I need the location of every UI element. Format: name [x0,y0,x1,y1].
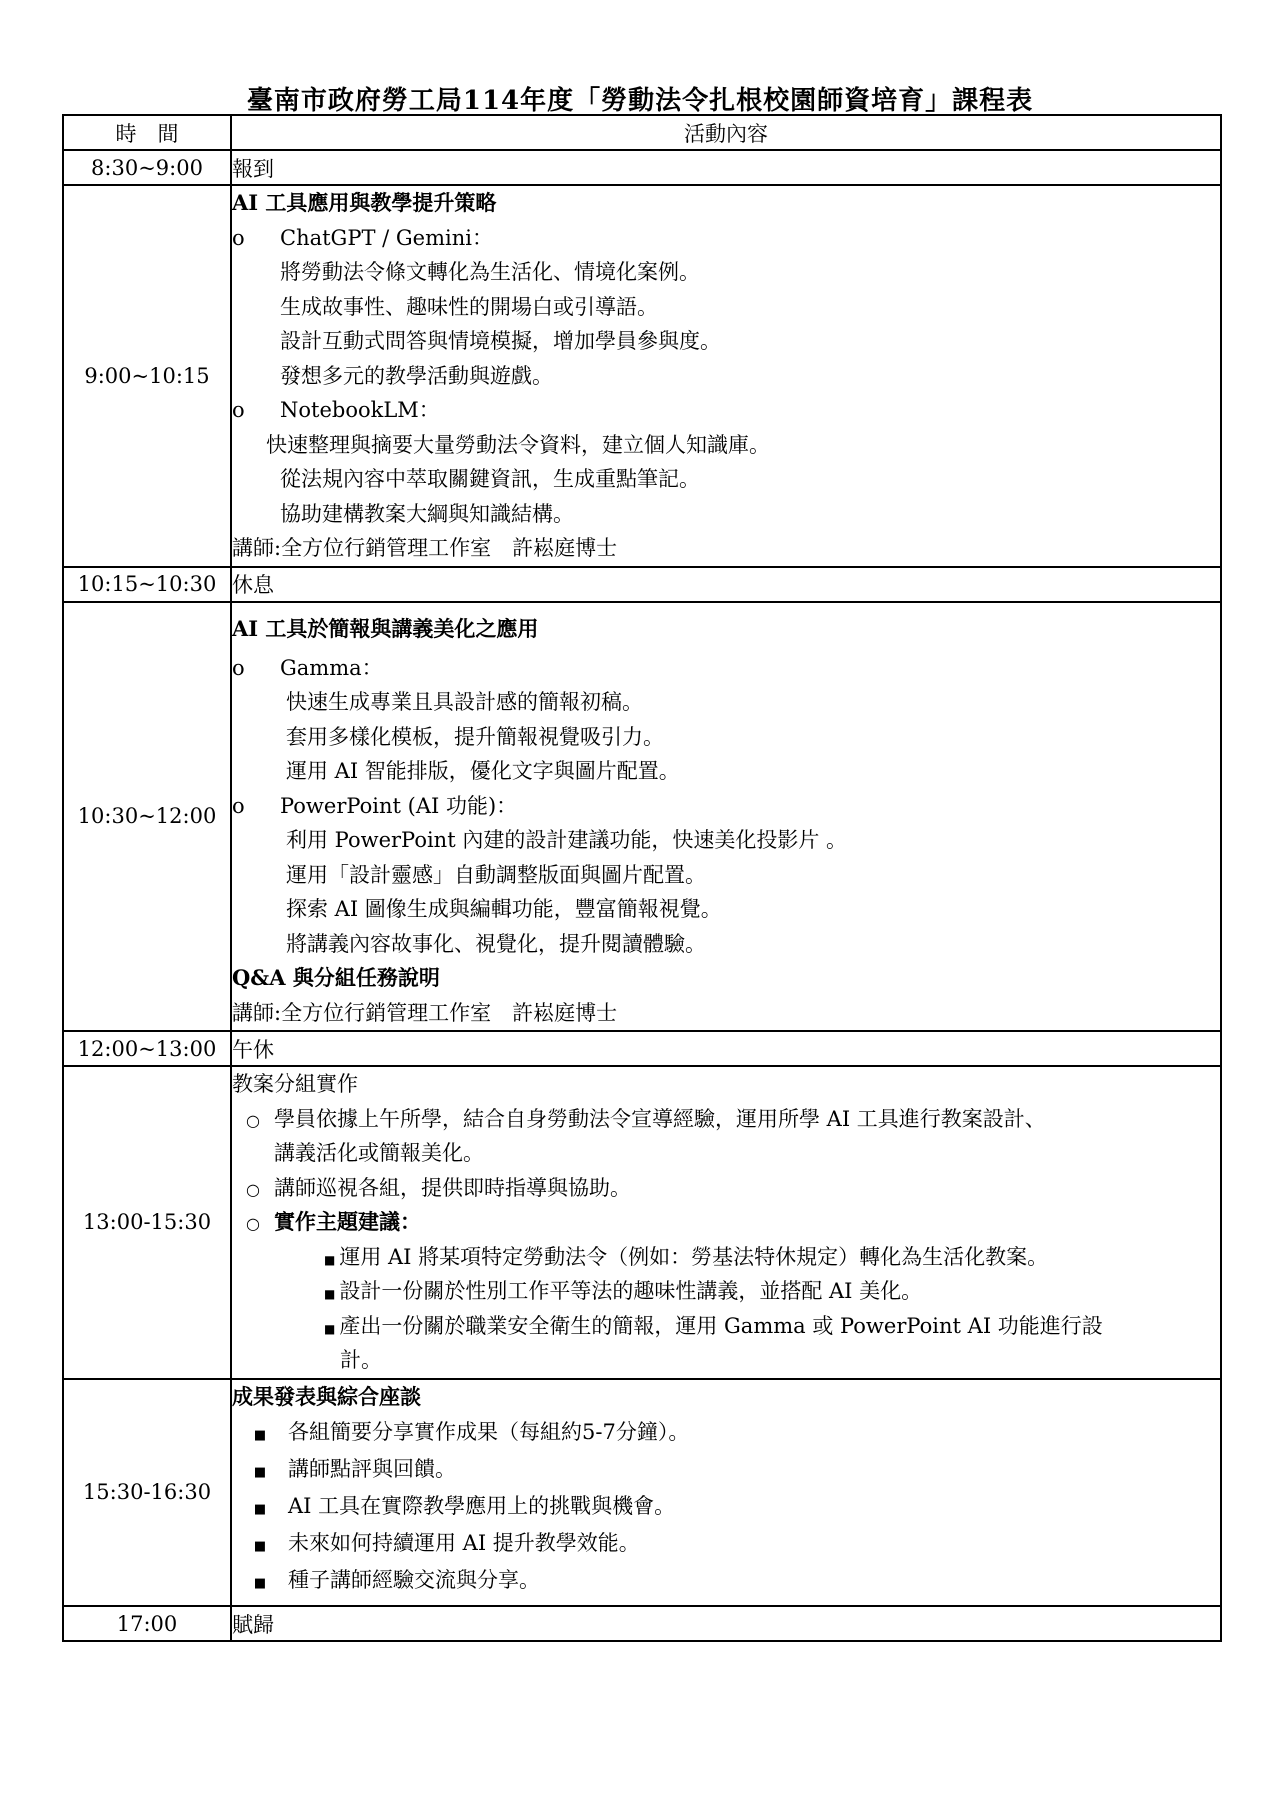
list-item: ■ 各組簡要分享實作成果（每組約5-7分鐘）。 [232,1414,1220,1451]
list-item: 運用「設計靈感」自動調整版面與圖片配置。 [286,862,706,887]
page-title: 臺南市政府勞工局114年度「勞動法令扎根校園師資培育」課程表 [246,86,1034,116]
list-item: 快速整理與摘要大量勞動法令資料，建立個人知識庫。 [266,432,770,457]
list-item: 發想多元的教學活動與遊戲。 [280,363,553,388]
list-item: 生成故事性、趣味性的開場白或引導語。 [280,294,658,319]
instructor-line: 講師:全方位行銷管理工作室 許崧庭博士 [232,536,618,560]
section-heading: AI 工具於簡報與講義美化之應用 [232,615,539,641]
sub-list-item-continuation: 計。 [340,1348,382,1372]
row-time: 17:00 [63,1606,231,1641]
row-time: 8:30~9:00 [63,150,231,185]
schedule-table [62,114,1222,1642]
square-bullet-icon: ■ [253,1465,267,1480]
row-activity [231,185,1221,567]
list-item: ■ 講師點評與回饋。 [232,1451,1220,1488]
list-item: 將講義內容故事化、視覺化，提升閱讀體驗。 [286,931,706,956]
section-heading: 教案分組實作 [232,1072,358,1096]
bullet-o: o [232,398,245,422]
list-item: ○ 實作主題建議： [232,1205,1220,1240]
bullet-o: o [232,225,245,250]
table-row [63,567,1221,602]
table-header-row [63,115,1221,150]
row-activity [231,1066,1221,1379]
circle-bullet-icon: ○ [246,1179,260,1199]
row-time: 10:30~12:00 [63,602,231,1032]
square-bullet-icon: ■ [253,1539,267,1554]
circle-bullet-icon: ○ [246,1214,260,1233]
table-row [63,1066,1221,1379]
table-row [63,602,1221,1032]
square-bullet-icon: ■ [324,1287,336,1301]
list-item: 利用 PowerPoint 內建的設計建議功能，快速美化投影片 。 [286,828,847,852]
tool-name: NotebookLM： [280,398,440,422]
list-item: ○ 講師巡視各組，提供即時指導與協助。 [232,1171,1220,1206]
square-bullet-icon: ■ [253,1428,267,1443]
list-item: ■ 種子講師經驗交流與分享。 [232,1562,1220,1599]
list-item: 協助建構教案大綱與知識結構。 [280,501,574,526]
row-time: 10:15~10:30 [63,567,231,602]
row-activity: 賦歸 [231,1606,1221,1641]
list-item: 探索 AI 圖像生成與編輯功能，豐富簡報視覺。 [286,897,722,921]
list-item [232,651,1220,686]
tool-name: PowerPoint (AI 功能)： [280,793,518,818]
row-activity: 休息 [231,567,1221,602]
circle-bullet-icon: ○ [246,1110,260,1130]
section-heading: AI 工具應用與教學提升策略 [232,190,497,215]
instructor-line: 講師:全方位行銷管理工作室 許崧庭博士 [232,1000,618,1025]
list-item: 套用多樣化模板，提升簡報視覺吸引力。 [286,724,664,749]
square-bullet-icon: ■ [253,1576,267,1591]
table-row [63,1606,1221,1641]
tool-name: ChatGPT / Gemini： [280,225,493,250]
list-item: ○ 學員依據上午所學，結合自身勞動法令宣導經驗，運用所學 AI 工具進行教案設計、 [232,1102,1220,1137]
square-bullet-icon: ■ [324,1252,336,1267]
list-item: 運用 AI 智能排版，優化文字與圖片配置。 [286,759,680,783]
tool-name: Gamma： [280,655,383,680]
header-activity: 活動內容 [231,115,1221,150]
header-time: 時 間 [63,115,231,150]
table-row [63,1031,1221,1066]
square-bullet-icon: ■ [324,1321,336,1336]
sub-list-item: ■ 設計一份關於性別工作平等法的趣味性講義，並搭配 AI 美化。 [324,1279,923,1303]
list-item-continuation: 講義活化或簡報美化。 [274,1141,484,1165]
list-item [232,393,1220,428]
row-activity [231,1379,1221,1607]
list-item: 設計互動式問答與情境模擬，增加學員參與度。 [280,329,721,353]
table-row [63,150,1221,185]
section-heading: 成果發表與綜合座談 [232,1383,421,1409]
bullet-o: o [232,793,245,818]
row-activity: 報到 [231,150,1221,185]
row-activity: 午休 [231,1031,1221,1066]
row-activity [231,602,1221,1032]
bullet-o: o [232,655,245,680]
list-item: 從法規內容中萃取關鍵資訊，生成重點筆記。 [280,467,700,491]
list-item [232,221,1220,256]
list-item: 快速生成專業且具設計感的簡報初稿。 [286,690,643,714]
sub-list-item: ■ 運用 AI 將某項特定勞動法令（例如：勞基法特休規定）轉化為生活化教案。 [324,1244,1049,1269]
list-item: 將勞動法令條文轉化為生活化、情境化案例。 [280,260,700,284]
row-time: 13:00-15:30 [63,1066,231,1379]
qa-line: Q&A 與分組任務說明 [232,965,440,990]
table-row [63,1379,1221,1607]
list-item: ■ 未來如何持續運用 AI 提升教學效能。 [232,1525,1220,1562]
sub-list-item: ■ 產出一份關於職業安全衛生的簡報，運用 Gamma 或 PowerPoint AI 功能進行設 [324,1313,1103,1338]
row-time: 12:00~13:00 [63,1031,231,1066]
list-item [232,789,1220,824]
table-row [63,185,1221,567]
row-time: 15:30-16:30 [63,1379,231,1607]
list-item: ■ AI 工具在實際教學應用上的挑戰與機會。 [232,1488,1220,1525]
row-time: 9:00~10:15 [63,185,231,567]
square-bullet-icon: ■ [253,1502,267,1517]
